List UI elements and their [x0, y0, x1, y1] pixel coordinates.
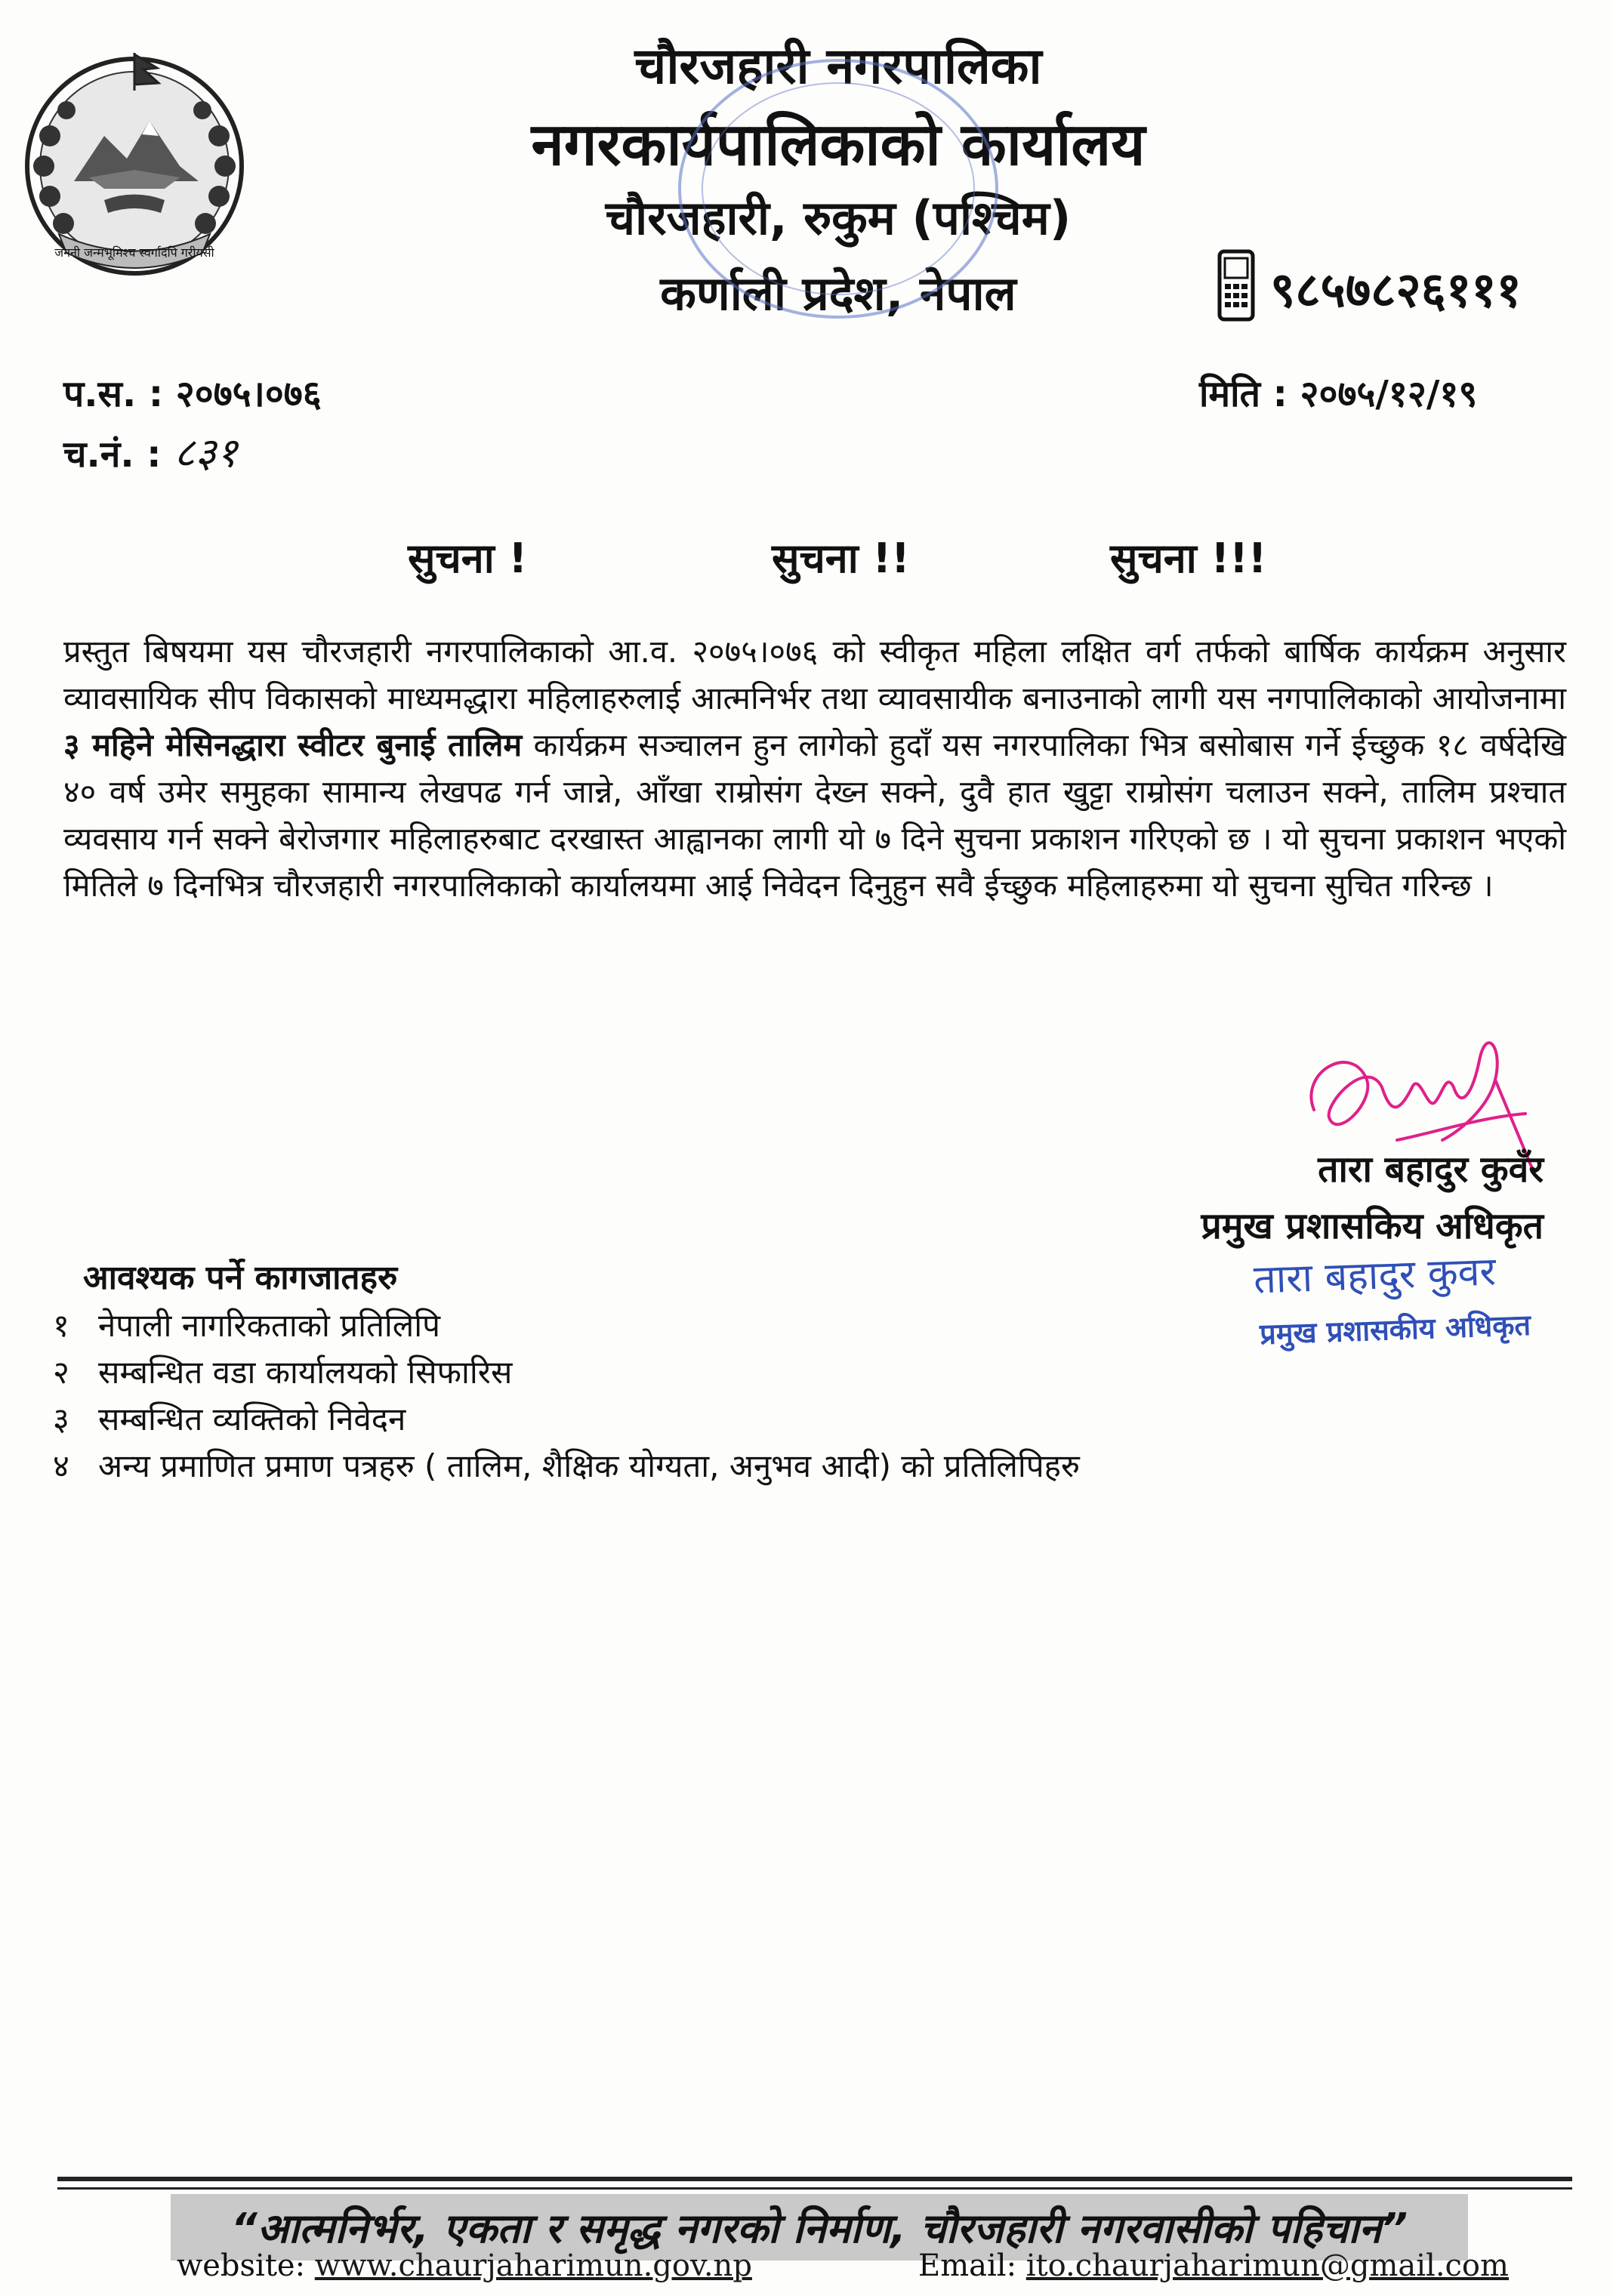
office-name: नगरकार्यपालिकाको कार्यालय [531, 111, 1146, 179]
footer-slogan: “आत्मनिर्भर, एकता र समृद्ध नगरको निर्माण, चौरजहारी नगरवासीको पहिचान” [230, 2205, 1408, 2252]
footer-website [177, 2248, 752, 2283]
dispatch-number-handwritten: ८३१ [174, 429, 238, 476]
list-item-text: सम्बन्धित वडा कार्यालयको सिफारिस [98, 1354, 513, 1391]
notice-heading-3: सुचना !!! [1110, 535, 1267, 582]
body-training-title: ३ महिने मेसिनद्धारा स्वीटर बुनाई तालिम [63, 726, 523, 763]
footer-divider-thin [57, 2187, 1572, 2190]
dispatch-number-label: च.नं. : [63, 433, 162, 476]
province-country: कर्णाली प्रदेश, नेपाल [660, 266, 1016, 321]
list-item-number: ४ [53, 1447, 69, 1484]
list-item-number: २ [53, 1354, 69, 1391]
list-item [53, 1303, 440, 1346]
list-item [53, 1444, 1080, 1487]
letter-reference-ps: प.स. : २०७५।०७६ [63, 373, 322, 415]
list-item-number: ३ [53, 1401, 69, 1438]
list-item-number: १ [53, 1307, 69, 1344]
seal-signatory-name: तारा बहादुर कुवर [1253, 1249, 1497, 1303]
list-item-text: नेपाली नागरिकताको प्रतिलिपि [98, 1307, 441, 1344]
list-item-text: सम्बन्धित व्यक्तिको निवेदन [98, 1401, 406, 1438]
municipality-name: चौरजहारी नगरपालिका [634, 37, 1042, 95]
notice-body [63, 628, 1566, 909]
notice-heading-2: सुचना !! [772, 535, 910, 582]
phone-contact [1217, 249, 1572, 325]
footer-divider [57, 2177, 1572, 2181]
mobile-phone-icon [1217, 249, 1255, 322]
nepal-emblem-logo [14, 45, 255, 287]
footer-email [918, 2248, 1509, 2283]
notice-heading-1: सुचना ! [408, 535, 528, 582]
dispatch-number [63, 423, 237, 479]
list-item [53, 1397, 406, 1440]
body-text-part1: प्रस्तुत बिषयमा यस चौरजहारी नगरपालिकाको आ.व. २०७५।०७६ को स्वीकृत महिला लक्षित वर्ग तर्फको बार्षिक कार्यक्रम अनुसार व्यावसायिक सीप विकासको माध्यमद्धारा महिलाहरुलाई आत्मनिर्भर तथा व्यावसायीक बनाउनाको लागी यस नगपालिकाको आयोजनामा [63, 633, 1566, 717]
office-location: चौरजहारी, रुकुम (पश्चिम) [605, 190, 1072, 245]
email-link[interactable]: ito.chaurjaharimun@gmail.com [1025, 2248, 1509, 2283]
email-label: Email: [918, 2248, 1017, 2283]
signatory-name: तारा बहादुर कुवँर [1318, 1148, 1544, 1191]
emblem-motto: जननी जन्मभूमिश्च स्वर्गादपि गरीयसी [54, 245, 214, 260]
phone-number: ९८५७८२६१११ [1270, 263, 1522, 319]
letter-date: मिति : २०७५/१२/१९ [1199, 373, 1478, 415]
seal-signatory-title: प्रमुख प्रशासकीय अधिकृत [1259, 1308, 1531, 1351]
website-label: website: [177, 2248, 306, 2283]
signatory-title: प्रमुख प्रशासकिय अधिकृत [1201, 1205, 1544, 1247]
required-documents-title: आवश्यक पर्ने कागजातहरु [83, 1259, 398, 1297]
list-item [53, 1350, 512, 1393]
list-item-text: अन्य प्रमाणित प्रमाण पत्रहरु ( तालिम, शैक्षिक योग्यता, अनुभव आदी) को प्रतिलिपिहरु [98, 1447, 1081, 1484]
body-text-part2: कार्यक्रम सञ्चालन हुन लागेको हुदाँ यस नगरपालिका भित्र बसोबास गर्ने ईच्छुक १८ वर्षदेखि ४० वर्ष उमेर समुहका सामान्य लेखपढ गर्न जान्ने, आँखा राम्रोसंग देख्न सक्ने, दुवै हात खुट्टा राम्रोसंग चलाउन सक्ने, तालिम प्रश्चात व्यवसाय गर्न सक्ने बेरोजगार महिलाहरुबाट दरखास्त आह्वानका लागी यो ७ दिने सुचना प्रकाशन गरिएको छ । यो सुचना प्रकाशन भएको मितिले ७ दिनभित्र चौरजहारी नगरपालिकाको कार्यालयमा आई निवेदन दिनुहुन सवै ईच्छुक महिलाहरुमा यो सुचना सुचित गरिन्छ । [63, 726, 1566, 904]
website-link[interactable]: www.chaurjaharimun.gov.np [314, 2248, 752, 2283]
